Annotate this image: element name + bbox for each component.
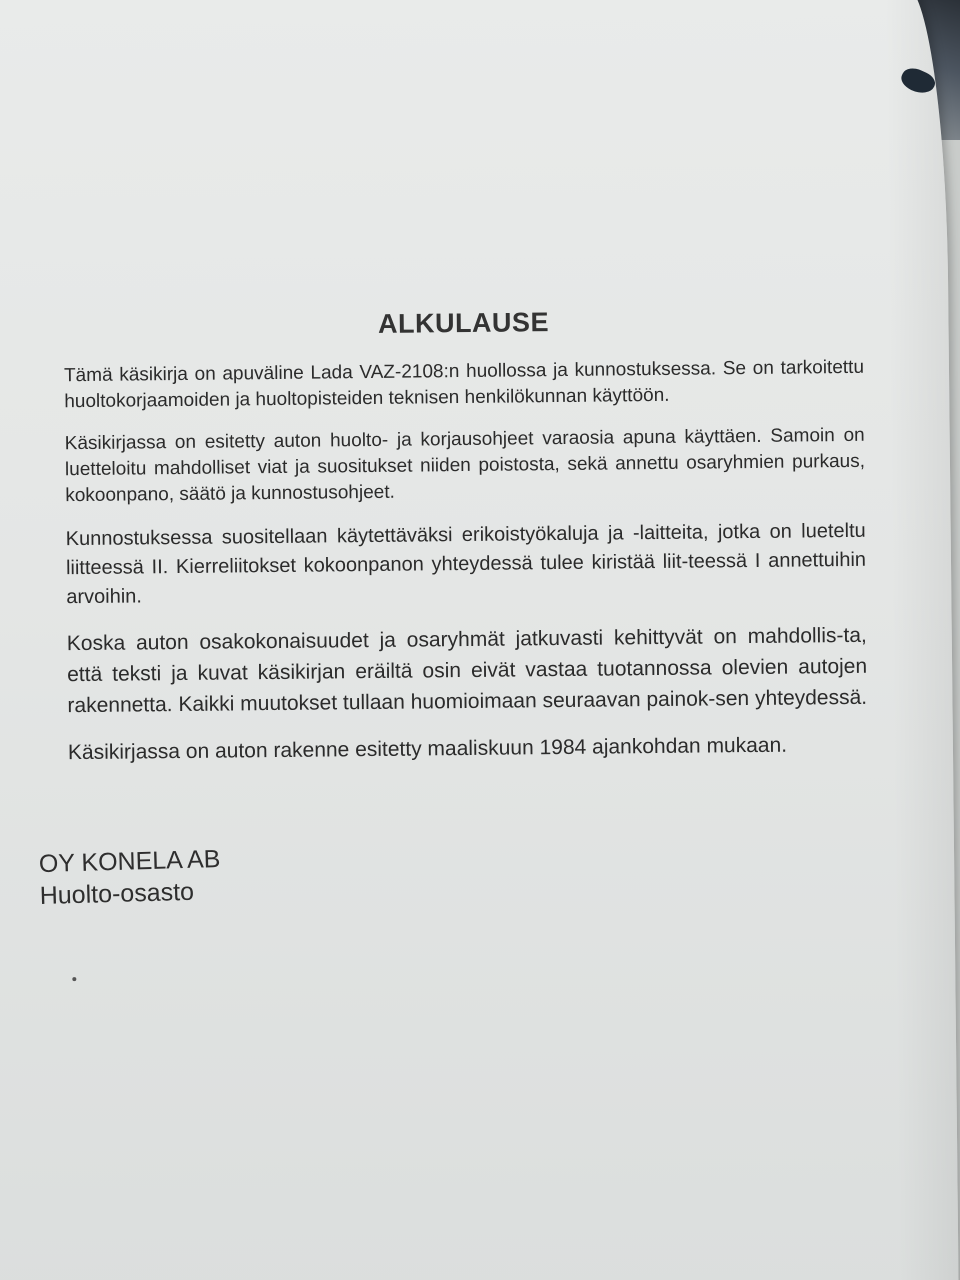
- page-title: ALKULAUSE: [377, 307, 550, 339]
- signature-block: [38, 843, 221, 912]
- paragraph-changes: Koska auton osakokonaisuudet ja osaryhmät jatkuvasti kehittyvät on mahdollis-ta, että teksti ja kuvat käsikirjan eräiltä osin eivät vastaa tuotannossa olevien autojen rakennetta. Kaikki muutokset tullaan huomioimaan seuraavan painok-sen yhteydessä.: [66, 623, 868, 718]
- page-edge-shadow: [885, 0, 959, 1280]
- paragraph-purpose: Tämä käsikirja on apuväline Lada VAZ-2108:n huollossa ja kunnostuksessa. Se on tarkoitettu huoltokorjaamoiden ja huoltopisteiden teknisen henkilökunnan käyttöön.: [63, 356, 865, 413]
- document-body: [63, 304, 868, 784]
- paragraph-tools: Kunnostuksessa suositellaan käytettäväksi erikoistyökaluja ja -laitteita, jotka on lueteltu liitteessä II. Kierreliitokset kokoonpanon yhteydessä tulee kiristää liit-teessä I annettuihin arvoihin.: [65, 519, 867, 609]
- paragraph-contents: Käsikirjassa on esitetty auton huolto- ja korjausohjeet varaosia apuna käyttäen. Samoin on luetteloitu mahdolliset viat ja suositukset niiden poistosta, sekä annettu osaryhmien purkaus, kokoonpano, säätö ja kunnostusohjeet.: [64, 424, 866, 507]
- paper-speck: [72, 977, 76, 981]
- department-name: Huolto-osasto: [39, 877, 195, 911]
- paragraph-date: Käsikirjassa on auton rakenne esitetty maaliskuun 1984 ajankohdan mukaan.: [67, 733, 788, 765]
- company-name: OY KONELA AB: [38, 845, 221, 879]
